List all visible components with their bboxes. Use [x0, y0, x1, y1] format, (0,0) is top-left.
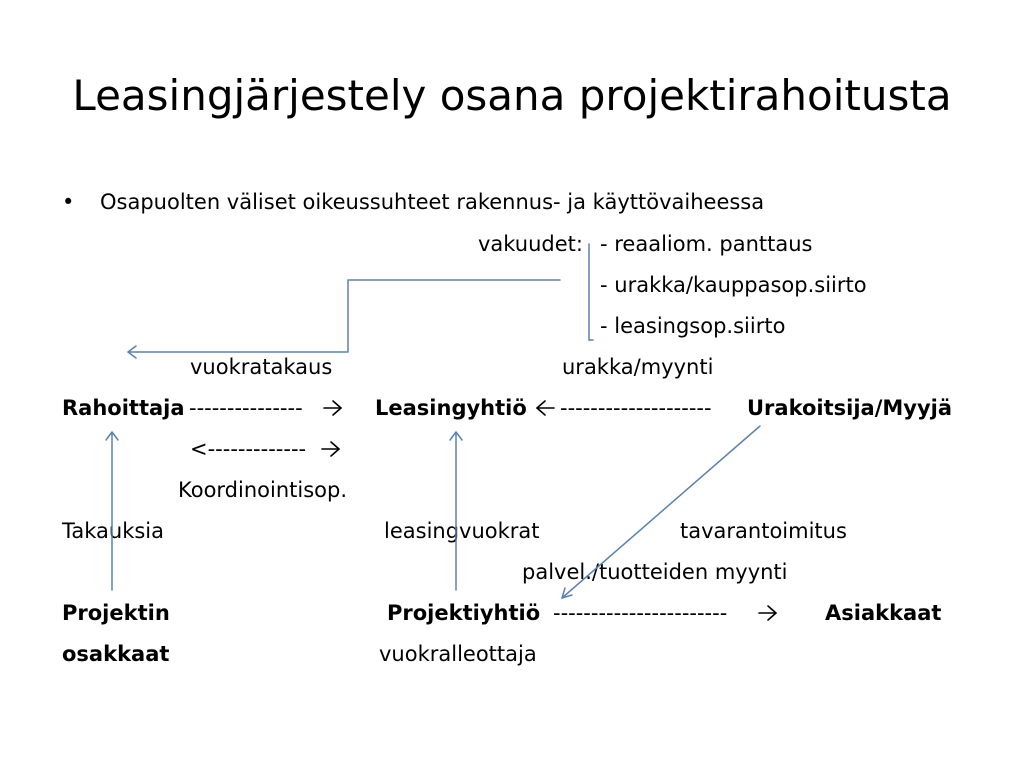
- guarantees-label: Takauksia: [62, 519, 164, 543]
- project-owners-label-line1: Projektin: [62, 601, 170, 625]
- project-owners-label-line2: osakkaat: [62, 642, 170, 666]
- security-item-pledge: - reaaliom. panttaus: [600, 232, 813, 256]
- security-item-lease-transfer: - leasingsop.siirto: [600, 314, 786, 338]
- project-to-customers-dashes: -----------------------: [553, 601, 728, 625]
- slide-title: Leasingjärjestely osana projektirahoitusta: [72, 71, 952, 120]
- arrow-right-icon: [322, 442, 339, 456]
- security-label: vakuudet:: [478, 232, 583, 256]
- coordination-label: Koordinointisop.: [178, 478, 348, 502]
- security-transfer-arrow: [128, 280, 560, 358]
- arrow-right-icon: [759, 606, 776, 620]
- lessee-label: vuokralleottaja: [379, 642, 537, 666]
- lessor-label: Leasingyhtiö: [375, 396, 527, 420]
- services-sales-label: palvel./tuotteiden myynti: [522, 560, 788, 584]
- security-bracket: [589, 244, 593, 340]
- goods-delivery-label: tavarantoimitus: [680, 519, 847, 543]
- coordination-arrow-dashes: <-------------: [190, 437, 307, 461]
- financier-to-lessor-dashes: ---------------: [189, 396, 303, 420]
- bullet-icon: •: [62, 190, 75, 214]
- project-to-lessor-arrow: [450, 432, 462, 590]
- rent-guarantee-label: vuokratakaus: [190, 355, 333, 379]
- bullet-text: Osapuolten väliset oikeussuhteet rakennus- ja käyttövaiheessa: [100, 190, 765, 214]
- arrow-right-icon: [324, 401, 341, 415]
- contractor-label: Urakoitsija/Myyjä: [747, 396, 953, 420]
- owners-to-financier-arrow: [106, 432, 118, 590]
- financier-label: Rahoittaja: [62, 396, 185, 420]
- lease-payments-label: leasingvuokrat: [384, 519, 540, 543]
- security-item-contract-transfer: - urakka/kauppasop.siirto: [600, 273, 867, 297]
- contract-sale-label: urakka/myynti: [562, 355, 714, 379]
- contractor-to-customers-arrow: [562, 426, 760, 598]
- project-company-label: Projektiyhtiö: [387, 601, 541, 625]
- lessor-from-contractor-dashes: --------------------: [560, 396, 712, 420]
- arrow-left-icon: [537, 401, 554, 415]
- customers-label: Asiakkaat: [825, 601, 942, 625]
